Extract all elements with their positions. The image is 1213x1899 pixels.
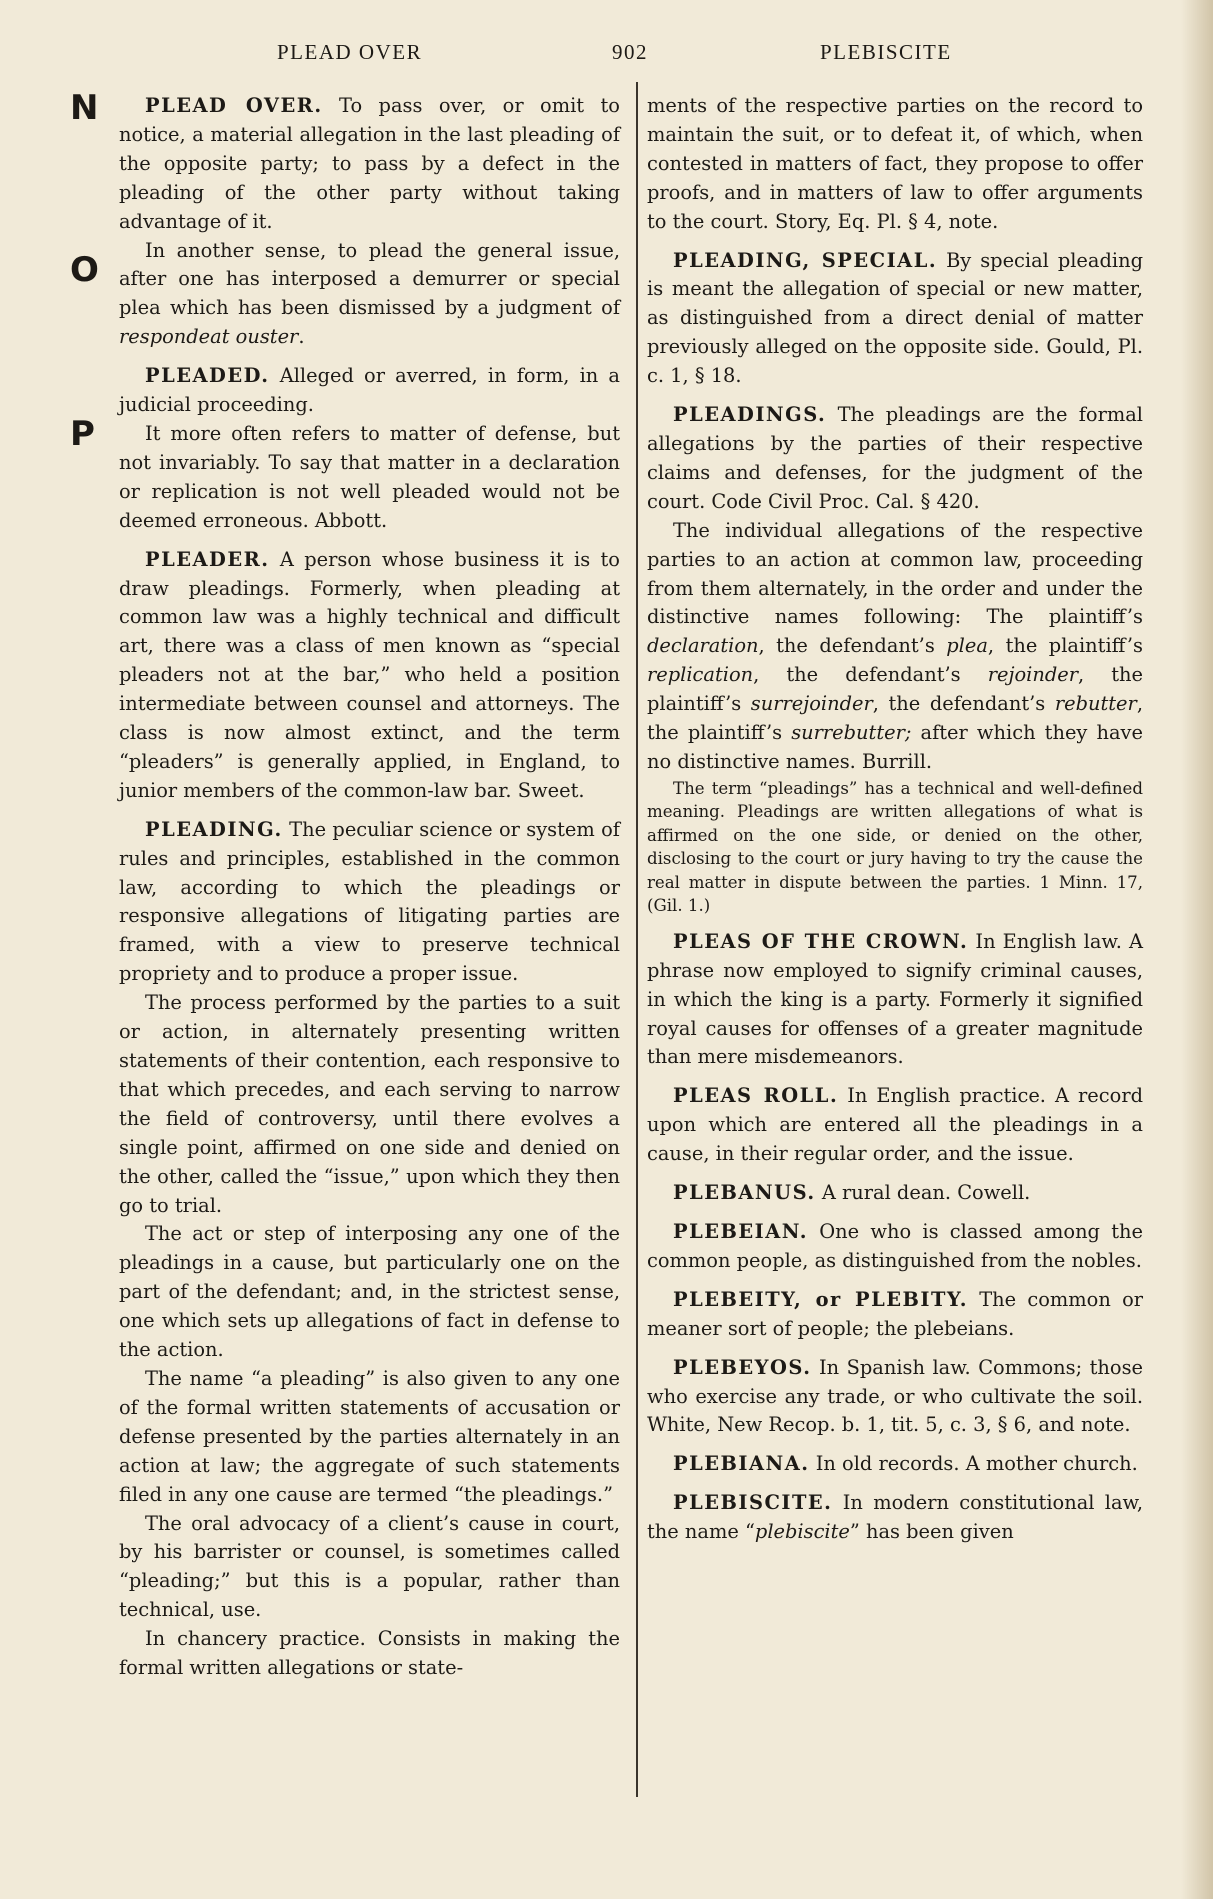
thumb-index-p: P: [70, 414, 95, 454]
italic-term: declaration: [647, 634, 759, 658]
continued-paragraph: ments of the respective parties on the record to maintain the suit, or to defeat it, of which, when contested in matters of fact, they propose to offer proofs, and in matters of law to offer arguments to the court. Story, Eq. Pl. § 4, note.: [647, 94, 1143, 233]
headword: PLEAD OVER.: [145, 94, 323, 117]
text: , the defendant’s: [872, 692, 1046, 716]
paragraph: In chancery practice. Consists in making the formal written allegations or state-: [119, 1627, 620, 1680]
italic-term: plebiscite: [754, 1520, 850, 1544]
italic-term: surrebutter;: [791, 721, 912, 745]
page-number: 902: [612, 40, 648, 64]
headword: PLEADER.: [145, 547, 270, 571]
entry-pleadings: [647, 401, 1143, 517]
headword: PLEADED.: [145, 364, 270, 388]
small-print-note: The term “pleadings” has a technical and well-defined meaning. Pleadings are written allegations of what is affirmed on the one side, or denied on the other, disclosing to the court or jury having to try the cause the real matter in dispute between the parties. 1 Minn. 17, (Gil. 1.): [647, 778, 1143, 916]
italic-term: replication: [647, 663, 754, 687]
paragraph: The process performed by the parties to a suit or action, in alternately presenting written statements of their contention, each responsive to that which precedes, and each serving to narrow the field of controversy, until there evolves a single point, affirmed on one side and denied on the other, called the “issue,” upon which they then go to trial.: [119, 991, 620, 1217]
text: , the plaintiff’s: [647, 663, 1143, 716]
entry-plebiana: [647, 1450, 1143, 1479]
headword: PLEADING.: [145, 817, 283, 841]
headword: PLEAS ROLL.: [673, 1084, 839, 1108]
paragraph: The act or step of interposing any one of the pleadings in a cause, but particularly one on the part of the defendant; and, in the strictest sense, one which sets up allegations of fact in defense to the action.: [119, 1222, 620, 1362]
headword: PLEBEIAN.: [673, 1220, 809, 1243]
entry-pleading-special: [647, 247, 1143, 392]
right-column: [647, 92, 1143, 1547]
thumb-index-n: N: [70, 88, 99, 128]
entry-pleading: [119, 816, 620, 989]
italic-term: surrejoinder: [750, 692, 873, 716]
definition: The common or meaner sort of people; the plebeians.: [647, 1287, 1144, 1340]
definition: To pass over, or omit to notice, a material allegation in the last pleading of the opposite party; to pass by a defect in the pleading of the other party without taking advantage of it.: [119, 94, 620, 233]
definition: A person whose business it is to draw pleadings. Formerly, when pleading at common law was a highly technical and difficult art, there was a class of men known as “special pleaders not at the bar,” who held a position intermediate between counsel and attorneys. The class is now almost extinct, and the term “pleaders” is generally applied, in England, to junior members of the common-law bar. Sweet.: [119, 547, 620, 802]
paragraph: The name “a pleading” is also given to any one of the formal written statements of accusation or defense presented by the parties alternately in an action at law; the aggregate of such statements filed in any one cause are termed “the pleadings.”: [119, 1366, 620, 1506]
page-edge-shading: [1181, 0, 1213, 1899]
page-header: [0, 40, 1213, 70]
headword: PLEBANUS.: [673, 1181, 816, 1205]
entry-plead-over: [119, 92, 620, 237]
text: , the plaintiff’s: [647, 692, 1143, 745]
entry-pleader: [119, 546, 620, 806]
paragraph: [119, 237, 620, 353]
paragraph: The oral advocacy of a client’s cause in court, by his barrister or counsel, is sometimes called “pleading;” but this is a popular, rather than technical, use.: [119, 1511, 620, 1622]
italic-term: plea: [946, 634, 988, 658]
entry-pleaded: [119, 362, 620, 420]
entry-pleas-roll: [647, 1082, 1143, 1169]
thumb-index-o: O: [70, 250, 99, 290]
header-right-guide-word: PLEBISCITE: [820, 40, 952, 64]
left-column: [119, 92, 620, 1683]
definition: The peculiar science or system of rules and principles, established in the common law, according to which the pleadings or responsive allegations of litigating parties are framed, with a view to preserve technical propriety and to produce a proper issue.: [119, 817, 620, 986]
text: In another sense, to plead the general issue, after one has interposed a demurrer or special plea which has been dismissed by a judgment of: [119, 238, 620, 320]
text: , the plaintiff’s: [987, 634, 1143, 658]
entry-plebeian: [647, 1218, 1143, 1276]
paragraph: It more often refers to matter of defense, but not invariably. To say that matter in a declaration or replication is not well pleaded would not be deemed erroneous. Abbott.: [119, 421, 620, 532]
header-left-guide-word: PLEAD OVER: [277, 40, 423, 64]
headword: PLEBISCITE.: [673, 1491, 833, 1515]
entry-pleas-of-the-crown: [647, 928, 1143, 1073]
italic-term: rejoinder: [987, 663, 1078, 687]
text: , the defendant’s: [758, 634, 935, 658]
headword: PLEBIANA.: [673, 1452, 810, 1476]
headword: PLEBEYOS.: [673, 1355, 812, 1379]
entry-plebanus: [647, 1179, 1143, 1208]
paragraph: [647, 517, 1143, 777]
definition: Alleged or averred, in form, in a judicial proceeding.: [119, 364, 620, 417]
definition: In English practice. A record upon which are entered all the pleadings in a cause, in their regular order, and the issue.: [647, 1084, 1143, 1166]
definition: In modern constitutional law, the name “: [647, 1491, 1144, 1544]
italic-term: rebutter: [1054, 692, 1137, 716]
entry-plebiscite: [647, 1489, 1143, 1547]
definition: In old records. A mother church.: [815, 1452, 1138, 1476]
definition: In Spanish law. Commons; those who exercise any trade, or who cultivate the soil. White, New Recop. b. 1, tit. 5, c. 3, § 6, and note.: [647, 1355, 1143, 1437]
definition: By special pleading is meant the allegation of special or new matter, as distinguished from a direct denial of matter previously alleged on the opposite side. Gould, Pl. c. 1, § 18.: [647, 248, 1143, 388]
definition: In English law. A phrase now employed to signify criminal causes, in which the king is a party. Formerly it signified royal causes for offenses of a greater magnitude than mere misdemeanors.: [647, 929, 1144, 1069]
headword: PLEBEITY, or PLEBITY.: [673, 1287, 969, 1311]
italic-term: respondeat ouster: [119, 325, 299, 349]
entry-plebeity: [647, 1286, 1143, 1344]
entry-plebeyos: [647, 1354, 1143, 1441]
text: The individual allegations of the respective parties to an action at common law, proceeding from them alternately, in the order and under the distinctive names following: The plaintiff’s: [647, 518, 1143, 629]
headword: PLEAS OF THE CROWN.: [673, 929, 969, 953]
text: , the defendant’s: [753, 663, 961, 687]
headword: PLEADINGS.: [673, 403, 827, 427]
definition: The pleadings are the formal allegations by the parties of their respective claims and defenses, for the judgment of the court. Code Civil Proc. Cal. § 420.: [647, 403, 1143, 513]
text: .: [298, 325, 305, 349]
text: after which they have no distinctive names. Burrill.: [647, 721, 1143, 773]
text: ” has been given: [849, 1520, 1014, 1544]
definition: A rural dean. Cowell.: [821, 1181, 1031, 1205]
column-divider: [636, 82, 638, 1797]
definition: One who is classed among the common people, as distinguished from the nobles.: [647, 1220, 1143, 1272]
headword: PLEADING, SPECIAL.: [673, 248, 938, 272]
